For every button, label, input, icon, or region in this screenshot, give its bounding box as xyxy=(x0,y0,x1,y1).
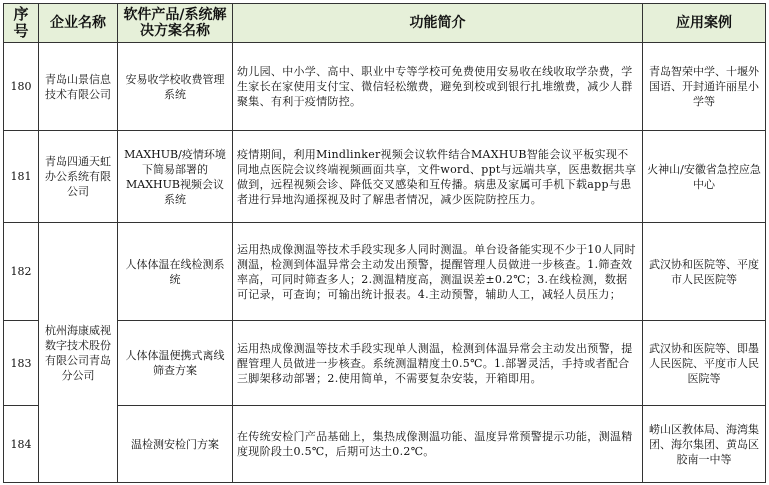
header-cases: 应用案例 xyxy=(643,4,766,43)
function-intro: 在传统安检门产品基础上，集热成像测温功能、温度异常预警提示功能，测温精度现阶段土0.5℃，后期可达土0.2℃。 xyxy=(233,406,643,483)
row-seq: 183 xyxy=(4,321,39,406)
application-cases-text: 崂山区教体局、海湾集团、海尔集团、黄岛区胶南一中等 xyxy=(649,422,759,466)
company-name xyxy=(39,223,118,483)
application-cases-text: 武汉协和医院等、平度市人民医院等 xyxy=(649,257,759,286)
table-row xyxy=(4,43,766,131)
application-cases-text: 武汉协和医院等、即墨人民医院、平度市人民医院等 xyxy=(649,341,759,385)
company-name xyxy=(39,131,118,223)
row-seq: 181 xyxy=(4,131,39,223)
function-intro: 运用热成像测温等技术手段实现多人同时测温。单台设备能实现不少于10人同时测温，检测到体温异常会主动发出预警，提醒管理人员做进一步核查。1.筛查效率高，可同时筛查多人；2.测温精度高，测温误差±0.2℃；3.在线检测，数据可记录，可查询；可输出统计报表。4.主动预警，辅助人工，减轻人员压力； xyxy=(233,223,643,321)
product-name-text: 温检测安检门方案 xyxy=(131,437,219,451)
row-seq: 180 xyxy=(4,43,39,131)
product-name-text: 人体体温在线检测系统 xyxy=(125,257,225,286)
application-cases xyxy=(643,131,766,223)
header-intro: 功能简介 xyxy=(233,4,643,43)
product-name xyxy=(118,406,233,483)
table-row xyxy=(4,131,766,223)
row-seq: 182 xyxy=(4,223,39,321)
product-name xyxy=(118,131,233,223)
product-name-text: 人体体温便携式离线筛查方案 xyxy=(125,349,225,377)
company-name xyxy=(39,43,118,131)
function-intro: 幼儿园、中小学、高中、职业中专等学校可免费使用安易收在线收取学杂费，学生家长在家使用支付宝、微信轻松缴费，避免到校或到银行扎堆缴费，减少人群聚集、有利于疫情防控。 xyxy=(233,43,643,131)
application-cases xyxy=(643,321,766,406)
table-row xyxy=(4,406,766,483)
product-name xyxy=(118,43,233,131)
solutions-table xyxy=(3,3,766,483)
product-name xyxy=(118,321,233,406)
application-cases-text: 火神山/安徽省急控应急中心 xyxy=(647,162,761,191)
application-cases-text: 青岛智荣中学、十堰外国语、开封通许丽星小学等 xyxy=(649,65,759,108)
application-cases xyxy=(643,406,766,483)
table-row xyxy=(4,223,766,321)
company-name-text: 青岛山景信息技术有限公司 xyxy=(45,72,111,101)
product-name xyxy=(118,223,233,321)
header-seq: 序号 xyxy=(4,4,39,43)
company-name-text: 杭州海康威视数字技术股份有限公司青岛分公司 xyxy=(45,323,111,382)
product-name-text: 安易收学校收费管理系统 xyxy=(125,72,225,101)
header-product: 软件产品/系统解决方案名称 xyxy=(118,4,233,43)
company-name-text: 青岛四通天虹办公系统有限公司 xyxy=(45,155,111,198)
row-seq: 184 xyxy=(4,406,39,483)
table-row xyxy=(4,321,766,406)
header-row xyxy=(4,4,766,43)
function-intro: 运用热成像测温等技术手段实现单人测温，检测到体温异常会主动发出预警，提醒管理人员做进一步核查。系统测温精度土0.5℃。1.部署灵活，手持或者配合三脚架移动部署；2.使用简单，不需要复杂安装，开箱即用。 xyxy=(233,321,643,406)
function-intro: 疫情期间，利用Mindlinker视频会议软件结合MAXHUB智能会议平板实现不同地点医院会议终端视频画面共享，文件word、ppt与远端共享，医患数据共享做到，远程视频会诊、降低交叉感染和互传播。病患及家属可手机下载app与患者进行异地沟通探视及时了解患者情况，减少医院防控压力。 xyxy=(233,131,643,223)
application-cases xyxy=(643,43,766,131)
header-company: 企业名称 xyxy=(39,4,118,43)
product-name-text: MAXHUB/疫情环境下简易部署的MAXHUB视频会议系统 xyxy=(124,147,226,206)
application-cases xyxy=(643,223,766,321)
